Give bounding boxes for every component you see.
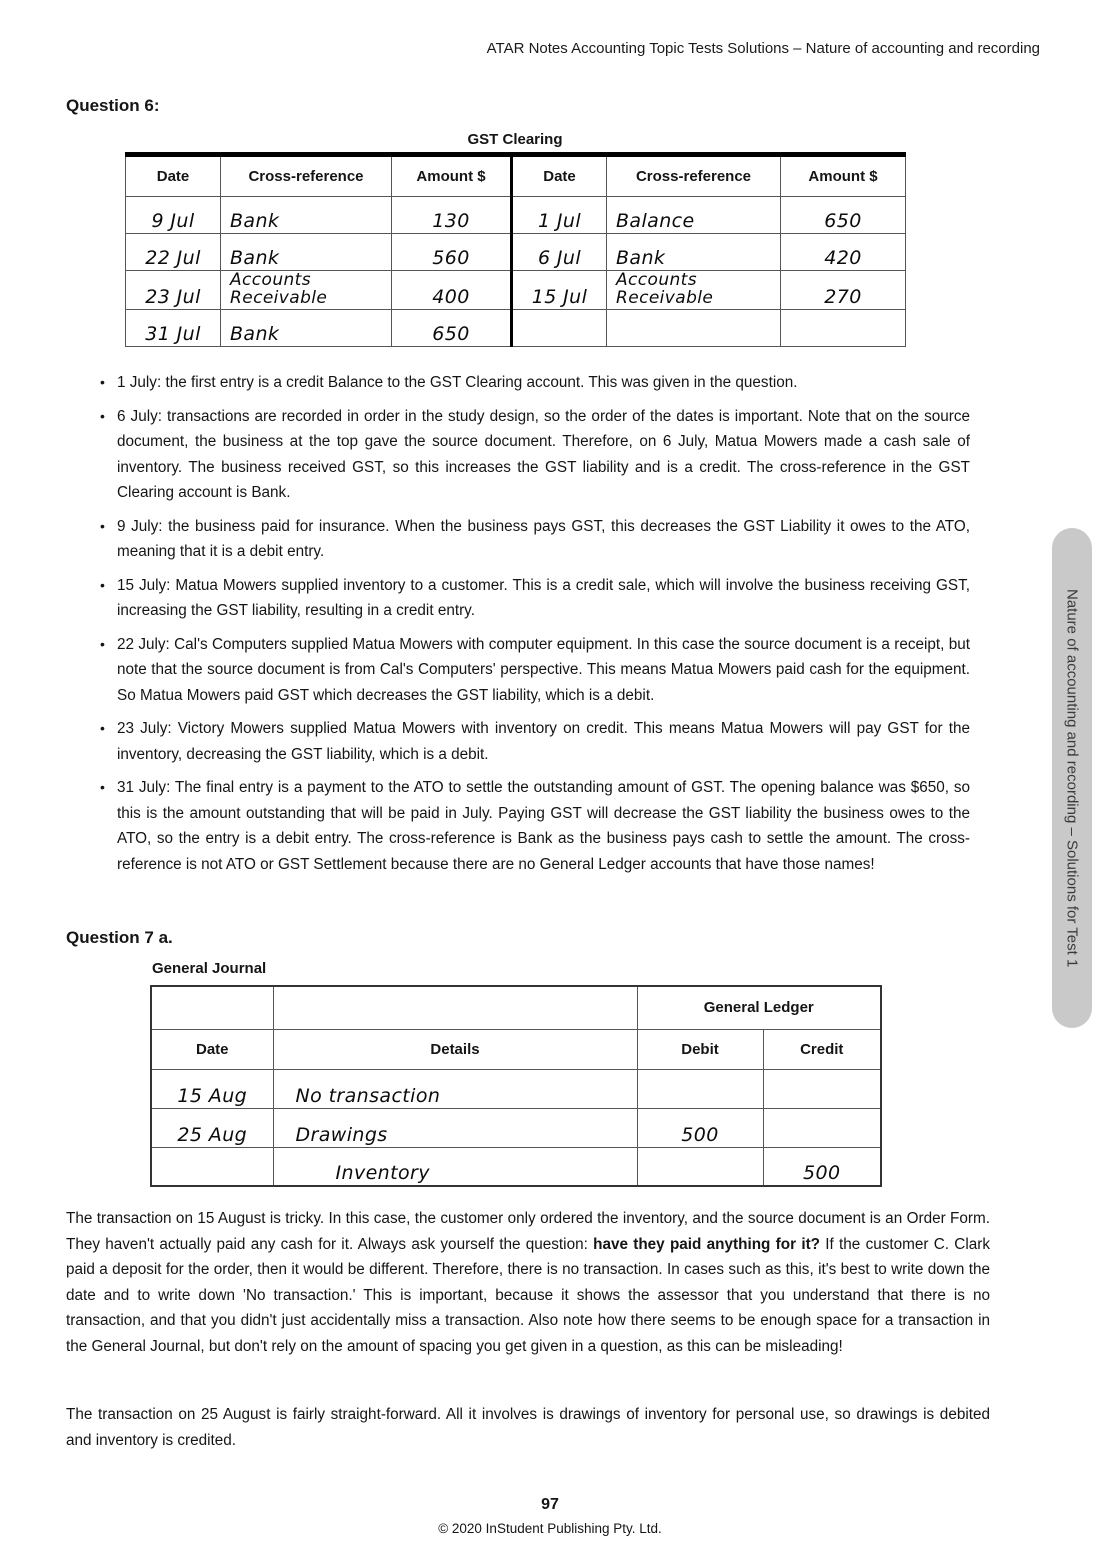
gst-cell-ref: Bank (221, 197, 392, 234)
gst-cell-date: 15 Jul (512, 271, 607, 310)
journal-header-row (151, 1029, 881, 1069)
gst-cell-date (512, 309, 607, 346)
journal-row (151, 1108, 881, 1147)
bullet-item (100, 775, 970, 877)
gst-cell-amount: 130 (392, 197, 512, 234)
gst-header-date-right: Date (512, 155, 607, 197)
gst-cell-amount: 560 (392, 234, 512, 271)
journal-cell-debit (637, 1069, 763, 1108)
gst-cell-date: 31 Jul (126, 309, 221, 346)
gst-cell-ref: Balance (607, 197, 781, 234)
gst-cell-amount: 420 (781, 234, 906, 271)
gst-cell-amount: 650 (781, 197, 906, 234)
gst-cell-date: 23 Jul (126, 271, 221, 310)
chapter-side-tab-label: Nature of accounting and recording – Solutions for Test 1 (1063, 588, 1081, 968)
gst-clearing-section (125, 131, 905, 347)
journal-cell-date: 15 Aug (151, 1069, 273, 1108)
bullet-marker: • (100, 779, 105, 795)
bullet-item (100, 514, 970, 565)
bullet-text: 23 July: Victory Mowers supplied Matua Mowers with inventory on credit. This means Matua Mowers will pay GST for the inventory, decreasing the GST liability, which is a debit. (117, 720, 970, 763)
bullet-marker: • (100, 576, 105, 593)
bullet-marker: • (100, 517, 105, 534)
journal-header-credit: Credit (763, 1029, 881, 1069)
gst-cell-date: 9 Jul (126, 197, 221, 234)
journal-empty-cell (151, 986, 273, 1029)
journal-general-ledger-header: General Ledger (637, 986, 881, 1029)
gst-cell-ref: Bank (607, 234, 781, 271)
gst-cell-ref: Accounts Receivable (221, 271, 392, 310)
journal-cell-credit (763, 1069, 881, 1108)
gst-cell-amount: 650 (392, 309, 512, 346)
journal-cell-credit (763, 1108, 881, 1147)
page-header: ATAR Notes Accounting Topic Tests Solutions – Nature of accounting and recording (486, 40, 1040, 57)
gst-header-amount-right: Amount $ (781, 155, 906, 197)
journal-cell-debit (637, 1147, 763, 1186)
journal-row (151, 1069, 881, 1108)
journal-header-date: Date (151, 1029, 273, 1069)
journal-cell-debit: 500 (637, 1108, 763, 1147)
bullet-item (100, 370, 970, 396)
question-6-heading: Question 6: (66, 96, 160, 115)
paragraph-text: The transaction on 15 August is tricky. In this case, the customer only ordered the inventory, and the source document is an Order Form. They haven't actually paid any cash for it. Always ask yourself the question: (66, 1210, 990, 1253)
bullet-item (100, 632, 970, 709)
journal-ledger-header-row (151, 986, 881, 1029)
bullet-marker: • (100, 407, 105, 424)
gst-row (126, 271, 906, 310)
gst-header-row (126, 155, 906, 197)
gst-cell-amount (781, 309, 906, 346)
question-7a-heading: Question 7 a. (66, 928, 173, 947)
journal-cell-details: Inventory (273, 1147, 637, 1186)
journal-header-details: Details (273, 1029, 637, 1069)
bullet-text: 6 July: transactions are recorded in order in the study design, so the order of the dates is important. Note that on the source document, the business at the top gave the source document. Therefore, on 6 July, Matua Mowers made a cash sale of inventory. The business received GST, so this increases the GST liability and is a credit. The cross-reference in the GST Clearing account is Bank. (117, 407, 970, 501)
explanation-paragraph-15-aug (66, 1206, 990, 1359)
journal-cell-date (151, 1147, 273, 1186)
gst-row (126, 197, 906, 234)
paragraph-bold-text: have they paid anything for it? (593, 1235, 821, 1253)
gst-cell-date: 6 Jul (512, 234, 607, 271)
bullet-marker: • (100, 374, 105, 390)
gst-cell-amount: 400 (392, 271, 512, 310)
general-journal-section (150, 985, 882, 1187)
journal-cell-details: Drawings (273, 1108, 637, 1147)
gst-header-amount-left: Amount $ (392, 155, 512, 197)
general-journal-table (150, 985, 882, 1187)
gst-header-ref-left: Cross-reference (221, 155, 392, 197)
bullet-text: 15 July: Matua Mowers supplied inventory to a customer. This is a credit sale, which will involve the business receiving GST, increasing the GST liability, resulting in a credit entry. (117, 576, 970, 619)
page-number: 97 (541, 1496, 559, 1513)
bullet-text: 9 July: the business paid for insurance. When the business pays GST, this decreases the GST Liability it owes to the ATO, meaning that it is a debit entry. (117, 517, 970, 560)
journal-cell-details: No transaction (273, 1069, 637, 1108)
chapter-side-tab (1052, 528, 1092, 1028)
general-journal-label: General Journal (152, 960, 267, 977)
gst-cell-ref: Accounts Receivable (607, 271, 781, 310)
bullet-item (100, 404, 970, 506)
bullet-text: 22 July: Cal's Computers supplied Matua Mowers with computer equipment. In this case the source document is a receipt, but note that the source document is from Cal's Computers' perspective. This means Matua Mowers paid cash for the equipment. So Matua Mowers paid GST which decreases the GST liability, which is a debit. (117, 635, 970, 704)
gst-cell-ref: Bank (221, 309, 392, 346)
gst-clearing-table (125, 152, 906, 347)
gst-header-ref-right: Cross-reference (607, 155, 781, 197)
gst-row (126, 234, 906, 271)
gst-cell-amount: 270 (781, 271, 906, 310)
gst-header-date-left: Date (126, 155, 221, 197)
gst-row (126, 309, 906, 346)
bullet-marker: • (100, 635, 105, 652)
bullet-item (100, 573, 970, 624)
journal-empty-cell (273, 986, 637, 1029)
paragraph-text: If the customer C. Clark paid a deposit for the order, then it would be different. Therefore, there is no transaction. In cases such as this, it's best to write down the date and to write down 'No transaction.' This is important, because it shows the assessor that you understand that there is no transaction, and that you didn't just accidentally miss a transaction. Also note how there seems to be enough space for a transaction in the General Journal, but don't rely on the amount of spacing you get given in a question, as this can be misleading! (66, 1235, 990, 1355)
bullet-text: 1 July: the first entry is a credit Balance to the GST Clearing account. This was given in the question. (117, 374, 798, 391)
explanation-bullet-list (100, 370, 970, 885)
bullet-item (100, 716, 970, 767)
gst-cell-date: 1 Jul (512, 197, 607, 234)
journal-row (151, 1147, 881, 1186)
journal-header-debit: Debit (637, 1029, 763, 1069)
journal-cell-credit: 500 (763, 1147, 881, 1186)
journal-cell-date: 25 Aug (151, 1108, 273, 1147)
gst-cell-ref: Bank (221, 234, 392, 271)
explanation-paragraph-25-aug: The transaction on 25 August is fairly straight-forward. All it involves is drawings of inventory for personal use, so drawings is debited and inventory is credited. (66, 1406, 990, 1449)
gst-cell-ref (607, 309, 781, 346)
gst-cell-date: 22 Jul (126, 234, 221, 271)
bullet-text: 31 July: The final entry is a payment to the ATO to settle the outstanding amount of GST. The opening balance was $650, so this is the amount outstanding that will be paid in July. Paying GST will decrease the GST liability the business owes to the ATO, so the entry is a debit entry. The cross-reference is Bank as the business pays cash to settle the amount. The cross-reference is not ATO or GST Settlement because there are no General Ledger accounts that have those names! (117, 779, 970, 873)
copyright-line: © 2020 InStudent Publishing Pty. Ltd. (438, 1521, 662, 1536)
gst-table-title: GST Clearing (467, 131, 563, 148)
bullet-marker: • (100, 720, 105, 736)
